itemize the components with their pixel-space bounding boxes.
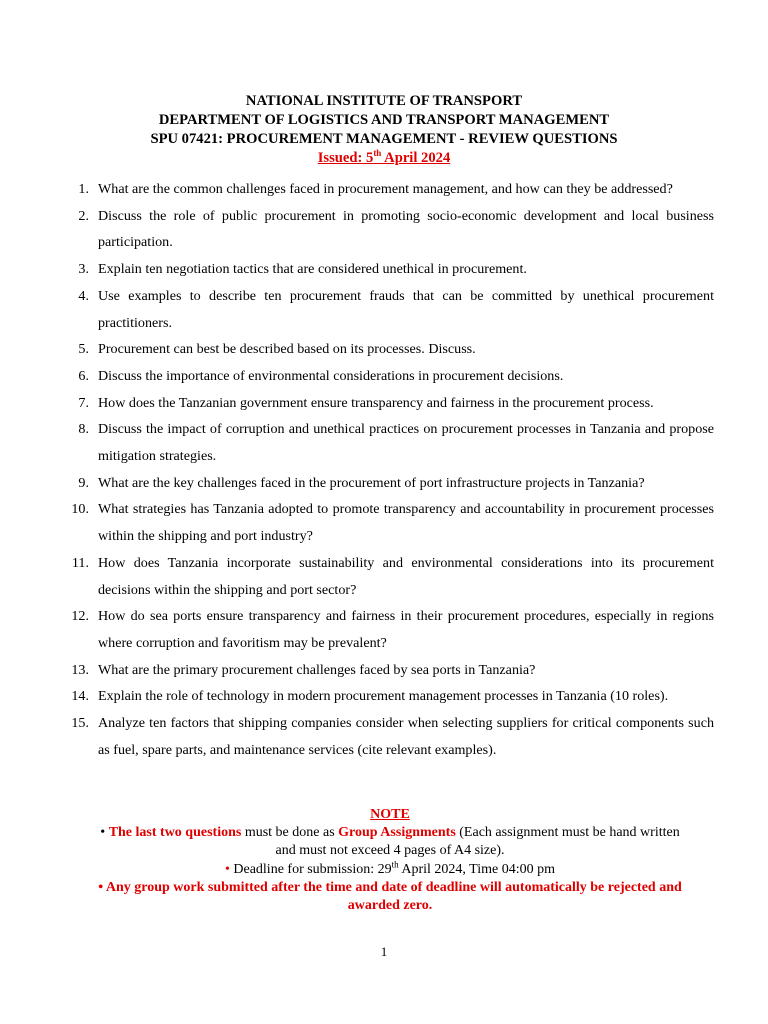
question-number: 3.	[78, 261, 89, 278]
question-item	[60, 203, 714, 256]
question-item	[60, 390, 714, 417]
document-header	[0, 92, 768, 168]
question-item	[60, 336, 714, 363]
question-item	[60, 683, 714, 710]
question-text: How do sea ports ensure transparency and fairness in their procurement procedures, especially in regions where corruption and favoritism may be prevalent?	[98, 608, 714, 651]
question-text: What strategies has Tanzania adopted to promote transparency and accountability in procurement processes within the shipping and port industry?	[98, 501, 714, 545]
question-text: How does the Tanzanian government ensure transparency and fairness in the procurement process.	[98, 394, 654, 411]
question-text: What are the key challenges faced in the procurement of port infrastructure projects in Tanzania?	[98, 474, 645, 491]
question-item	[60, 710, 714, 763]
question-text: Explain ten negotiation tactics that are considered unethical in procurement.	[98, 261, 527, 278]
question-number: 5.	[78, 341, 89, 358]
question-number: 12.	[71, 608, 89, 625]
question-text: How does Tanzania incorporate sustainability and environmental considerations into its procurement decisions within the shipping and port sector?	[98, 554, 714, 598]
course-title: SPU 07421: PROCUREMENT MANAGEMENT - REVIEW QUESTIONS	[150, 131, 618, 147]
question-list	[60, 176, 714, 763]
question-number: 13.	[71, 661, 89, 678]
question-number: 14.	[71, 688, 89, 705]
question-item	[60, 470, 714, 497]
question-item	[60, 416, 714, 469]
question-text: Use examples to describe ten procurement frauds that can be committed by unethical procurement practitioners.	[98, 287, 714, 331]
question-number: 7.	[78, 394, 89, 411]
note-line-late-submission: • Any group work submitted after the time and date of deadline will automatically be rejected and awarded zero.	[98, 879, 682, 914]
question-item	[60, 657, 714, 684]
note-title: NOTE	[370, 807, 410, 822]
note-line-group-assignment: • The last two questions must be done as Group Assignments (Each assignment must be hand written and must not exceed 4 pages of A4 size).	[100, 825, 680, 859]
question-number: 8.	[78, 421, 89, 438]
note-section	[90, 806, 690, 915]
question-item	[60, 176, 714, 203]
question-text: What are the primary procurement challenges faced by sea ports in Tanzania?	[98, 661, 536, 678]
question-item	[60, 363, 714, 390]
question-text: What are the common challenges faced in procurement management, and how can they be addressed?	[98, 181, 673, 197]
question-number: 6.	[78, 367, 89, 384]
question-item	[60, 603, 714, 656]
question-text: Discuss the importance of environmental considerations in procurement decisions.	[98, 367, 564, 384]
bullet-icon: •	[100, 825, 106, 841]
department-title: DEPARTMENT OF LOGISTICS AND TRANSPORT MANAGEMENT	[158, 112, 610, 128]
question-text: Analyze ten factors that shipping companies consider when selecting suppliers for critical components such as fuel, spare parts, and maintenance services (cite relevant examples).	[98, 715, 714, 758]
question-item	[60, 496, 714, 549]
question-number: 15.	[71, 715, 89, 732]
question-text: Discuss the impact of corruption and unethical practices on procurement processes in Tanzania and propose mitigation strategies.	[98, 421, 714, 465]
question-number: 2.	[78, 207, 89, 224]
question-number: 9.	[78, 474, 89, 491]
institution-title: NATIONAL INSTITUTE OF TRANSPORT	[245, 93, 523, 109]
issued-date: Issued: 5th April 2024	[317, 148, 451, 166]
question-text: Explain the role of technology in modern procurement management processes in Tanzania (10 roles).	[98, 688, 669, 705]
page-number: 1	[380, 944, 388, 959]
question-item	[60, 550, 714, 603]
question-number: 1.	[78, 181, 89, 197]
question-number: 11.	[71, 554, 89, 571]
question-item	[60, 283, 714, 336]
question-text: Discuss the role of public procurement in promoting socio-economic development and local business participation.	[98, 207, 714, 251]
question-text: Procurement can best be described based on its processes. Discuss.	[98, 341, 476, 358]
bullet-icon: •	[224, 861, 230, 877]
question-item	[60, 256, 714, 283]
note-line-deadline: • Deadline for submission: 29th April 2024, Time 04:00 pm	[224, 858, 556, 877]
question-number: 4.	[78, 287, 89, 304]
bullet-icon: •	[98, 879, 104, 895]
question-number: 10.	[71, 501, 89, 518]
